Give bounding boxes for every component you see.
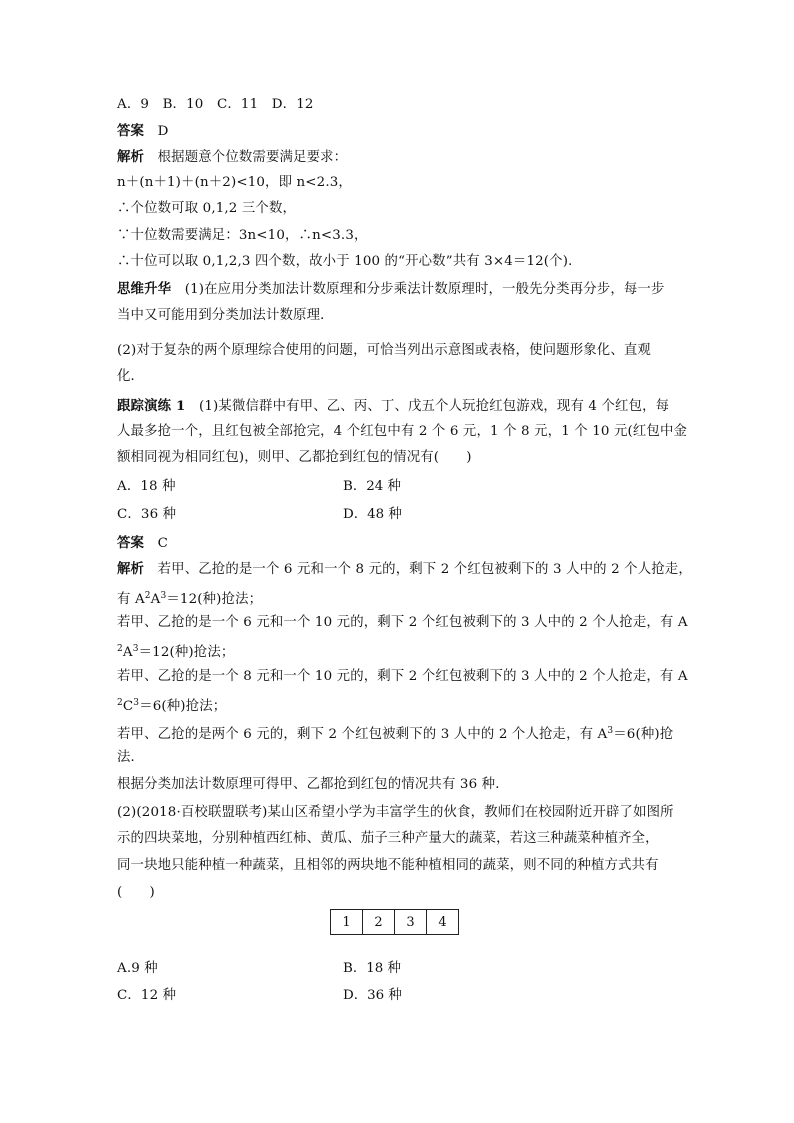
superscript: 3 [133,698,140,708]
plot-row [331,910,459,935]
text-line: 示的四块菜地，分别种植西红柿、黄瓜、茄子三种产量大的蔬菜，若这三种蔬菜种植齐全， [117,831,659,846]
text-span: ＝6(种)抢 [613,727,674,742]
option-a: A.9 种 [117,961,158,976]
text-span: ＝12(种)抢法； [166,592,263,607]
text-span: ＝12(种)抢法； [138,645,235,660]
plot-cell: 3 [395,910,427,935]
text-line: 同一块地只能种植一种蔬菜，且相邻的两块地不能种植相同的蔬菜，则不同的种植方式共有 [117,858,659,873]
options-line-prev: A．9 B．10 C．11 D．12 [117,97,314,112]
plot-cell: 1 [331,910,363,935]
exercise-line [117,397,682,416]
text-line: ∵十位数需要满足：3n<10，∴n<3.3， [117,228,368,243]
plot-cell: 4 [427,910,459,935]
text-span: 若甲、乙抢的是两个 6 元的，剩下 2 个红包被剩下的 3 人中的 2 个人抢走，有 A [117,727,608,742]
superscript: 3 [132,644,139,654]
text-span: 有 A [117,592,145,607]
text-line: 化． [117,369,145,384]
option-b: B．18 种 [343,961,401,976]
superscript: 2 [144,591,151,601]
analysis-line [117,560,692,579]
superscript: 2 [117,698,123,708]
analysis-text: 若甲、乙抢的是一个 6 元和一个 8 元的，剩下 2 个红包被剩下的 3 人中的 2 个人抢走， [144,562,692,577]
answer-line [117,534,682,553]
plot-cell: 2 [363,910,395,935]
text-line: n＋(n＋1)＋(n＋2)<10，即 n<2.3， [117,175,352,190]
text-line [117,694,682,716]
summary-text: (1)在应用分类加法计数原理和分步乘法计数原理时，一般先分类再分步，每一步 [171,282,665,297]
plot-diagram [330,909,459,935]
text-line [117,640,682,662]
analysis-line [117,148,682,167]
option-d: D．36 种 [343,988,402,1003]
text-line [117,722,682,744]
text-line: (2)对于复杂的两个原理综合使用的问题，可恰当列出示意图或表格，使问题形象化、直观 [117,343,651,358]
summary-line [117,280,682,299]
text-line: ( ) [117,885,155,900]
text-line: 根据分类加法计数原理可得甲、乙都抢到红包的情况共有 36 种． [117,777,509,792]
summary-label: 思维升华 [117,281,172,297]
answer-label: 答案 [117,123,145,139]
text-span: C [122,699,134,714]
answer-value: D [144,124,169,139]
answer-line [117,122,682,141]
superscript: 3 [160,591,167,601]
exercise-text: (1)某微信群中有甲、乙、丙、丁、戊五个人玩抢红包游戏，现有 4 个红包，每 [185,399,670,414]
text-span: ＝6(种)抢法； [139,699,227,714]
text-line: ∴个位数可取 0,1,2 三个数， [117,201,297,216]
text-line [117,587,682,609]
analysis-label: 解析 [117,149,145,165]
answer-label: 答案 [117,535,145,551]
text-span: A [122,645,133,660]
option-c: C．36 种 [117,507,177,522]
option-b: B．24 种 [343,479,401,494]
text-line: 法． [117,750,145,765]
answer-value: C [144,536,169,551]
text-line: ∴十位可以取 0,1,2,3 四个数，故小于 100 的“开心数”共有 3×4＝12(个)． [117,254,582,269]
analysis-label: 解析 [117,561,145,577]
text-line: 人最多抢一个，且红包被全部抢完，4 个红包中有 2 个 6 元，1 个 8 元，1 个 10 元(红包中金 [117,424,688,439]
text-line: 若甲、乙抢的是一个 6 元和一个 10 元的，剩下 2 个红包被剩下的 3 人中的 2 个人抢走，有 A [117,615,688,630]
analysis-text: 根据题意个位数需要满足要求： [144,150,348,165]
exercise-label: 跟踪演练 1 [117,398,186,414]
text-span: A [150,592,161,607]
text-line: 额相同视为相同红包)，则甲、乙都抢到红包的情况有( ) [117,450,472,465]
superscript: 2 [117,644,123,654]
option-d: D．48 种 [343,507,402,522]
option-c: C．12 种 [117,988,177,1003]
text-line: (2)(2018·百校联盟联考)某山区希望小学为丰富学生的伙食，教师们在校园附近开辟了如图所 [117,805,674,820]
option-a: A．18 种 [117,479,176,494]
text-line: 当中又可能用到分类加法计数原理． [117,308,334,323]
superscript: 3 [607,726,614,736]
text-line: 若甲、乙抢的是一个 8 元和一个 10 元的，剩下 2 个红包被剩下的 3 人中的 2 个人抢走，有 A [117,669,688,684]
